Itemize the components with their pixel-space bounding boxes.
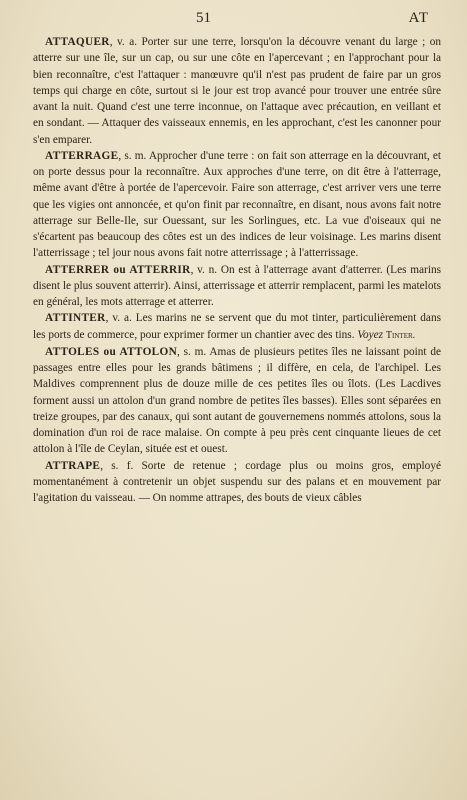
dictionary-entry-attoles: [33, 344, 441, 458]
page-number: 51: [196, 10, 211, 26]
entry-text: , v. n. On est à l'atterrage avant d'atterrer. (Les marins disent le plus souvent atterrir). Ainsi, atterrissage et atterrir remplacent, parmi les matelots en général, les mots atterrage et atterrer.: [33, 263, 441, 308]
entry-headword: ATTRAPE: [45, 459, 101, 472]
entry-text: , s. m. Amas de plusieurs petites îles ne laissant point de passages entre elles pour les grands bâtimens ; il diffère, en cela, de l'archipel. Les Maldives comprennent plus de douze mille de ces petites îles ou îlots. (Les Lacdives forment aussi un attolon d'un grand nombre de petites îles basses). Elles sont séparées en treize groupes, par des canaux, qui sont autant de gouvernemens nommés attolons, sous la domination d'un roi de race malaise. On compte à peu près cent cinquante lieues de cet attolon à l'île de Ceylan, située est et ouest.: [33, 345, 441, 456]
entry-text: , s. f. Sorte de retenue ; cordage plus ou moins gros, employé momentanément à contretenir un objet suspendu sur des palans et en mouvement par l'agitation du vaisseau. — On nomme attrapes, des bouts de vieux câbles: [33, 459, 441, 504]
see-also-reference: Tinter.: [385, 329, 416, 341]
entry-headword: ATTOLES ou ATTOLON: [45, 345, 178, 358]
page-header: [0, 10, 467, 32]
see-also-label: Voyez: [357, 328, 384, 341]
dictionary-entry-atterrer: [33, 262, 441, 311]
dictionary-entry-attinter: [33, 310, 441, 344]
page-body: [33, 34, 441, 506]
entry-headword: ATTERRER ou ATTERRIR: [45, 263, 191, 276]
dictionary-entry-attaquer: [33, 34, 441, 148]
entry-text: , v. a. Porter sur une terre, lorsqu'on la découvre venant du large ; on atterre sur une île, sur un cap, ou sur une côte en l'apercevant ; en l'approchant pour la bien reconnaître, c'est l'attaquer : manœuvre qu'il n'est pas prudent de faire par un gros temps qui charge en côte, surtout si le jour est trop avancé pour trouver une entrée sûre avant la nuit. Quand c'est une terre inconnue, on l'attaque avec précaution, en veillant et en sondant. — Attaquer des vaisseaux ennemis, en les approchant, c'est les canonner pour s'en emparer.: [33, 36, 441, 146]
entry-headword: ATTERRAGE: [45, 149, 119, 162]
running-head: AT: [408, 10, 429, 26]
entry-text: , v. a. Les marins ne se servent que du mot tinter, particulièrement dans les ports de commerce, pour exprimer former un chantier avec des tins.: [33, 312, 441, 341]
dictionary-entry-attrape: [33, 458, 441, 507]
dictionary-entry-atterrage: [33, 148, 441, 262]
entry-headword: ATTAQUER: [45, 36, 110, 48]
entry-headword: ATTINTER: [45, 312, 106, 325]
entry-text: , s. m. Approcher d'une terre : on fait son atterrage en la découvrant, et on porte dessus pour la reconnaître. Aux approches d'une terre, on dit être à l'atterrage, même avant d'être à portée de l'apercevoir. Faire son atterrage, c'est arriver vers une terre que les vigies ont annoncée, et qu'on finit par reconnaître, en disant, nous avons fait notre atterrage sur Belle-Ile, sur Ouessant, sur les Sorlingues, etc. La vue d'oiseaux qui ne s'écartent pas beaucoup des côtes est un des indices de leur voisinage. Les marins disent l'atterrissage ; tel jour nous avons fait notre atterrissage ; à l'atterrissage.: [33, 149, 441, 260]
